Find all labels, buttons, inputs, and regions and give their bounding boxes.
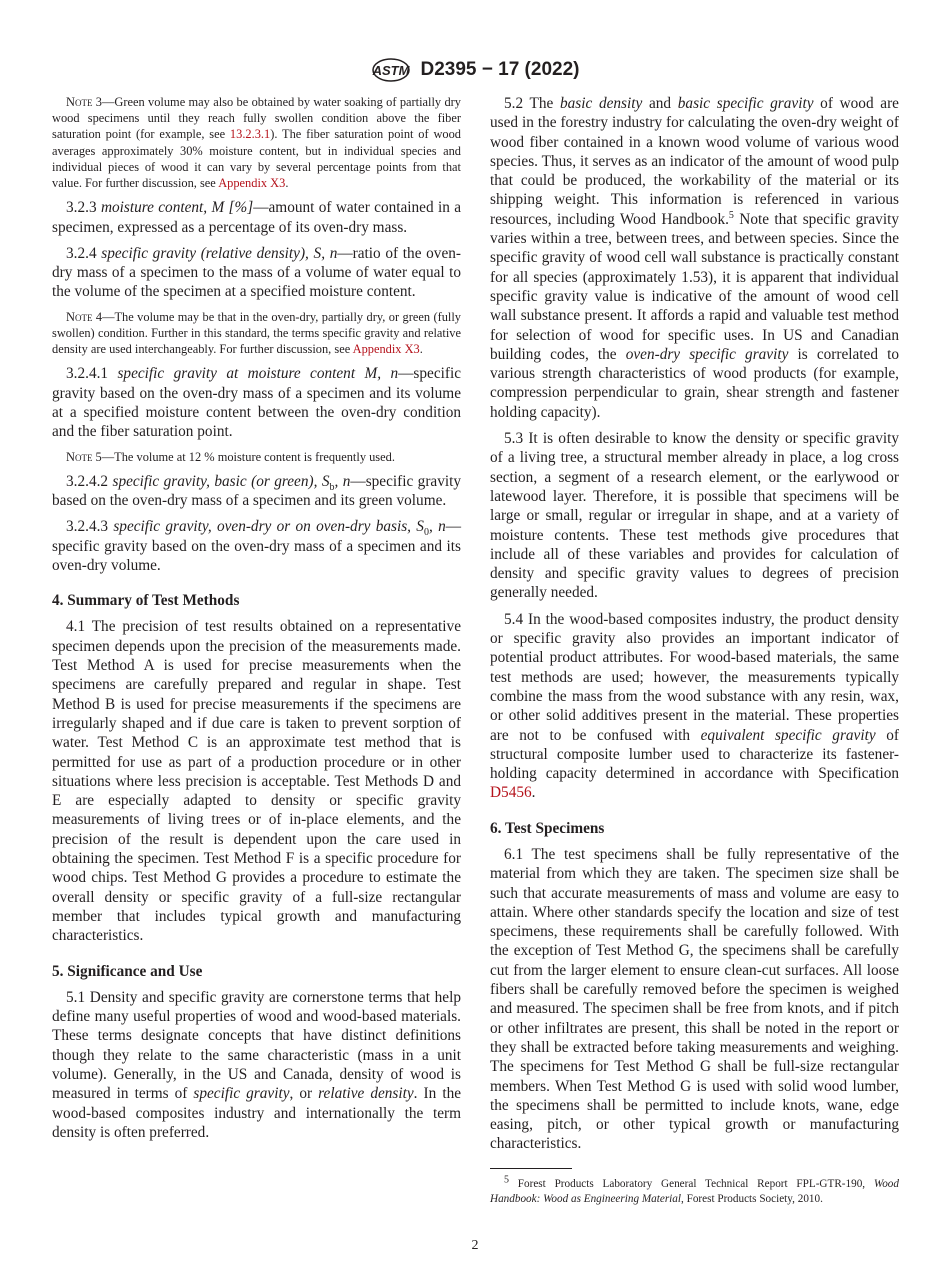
text-run: —specific gravity based on the oven-dry mass of a specimen and its oven-dry volume. [52,518,462,574]
cross-reference-link[interactable]: D5456 [490,784,532,802]
text-run: 3.2.4.1 [66,365,118,383]
document-title: D2395 − 17 (2022) [420,59,580,80]
section-heading [52,962,461,981]
paragraph [490,845,899,1154]
text-run: 4. Summary of Test Methods [52,592,240,610]
footnote [490,1174,899,1207]
text-run: of structural composite lumber used to characterize its fastener-holding capacity determined in accordance with Specification [490,726,899,783]
paragraph [52,617,461,945]
text-run: Forest Products Laboratory General Technical Report FPL-GTR-190, [509,1177,874,1190]
page-header [0,56,950,84]
paragraph [52,364,461,441]
text-run: basic specific gravity [677,95,814,112]
paragraph [52,517,461,575]
cross-reference-link[interactable]: Appendix X3 [218,176,286,191]
text-run: , or [289,1085,319,1103]
text-run: ). The fiber saturation point of wood averages approximately 30% moisture content, but in individual species and individual pieces of wood it can vary by several percentage points from that value. For further discussion, see [52,127,461,191]
text-run: 6.1 The test specimens shall be fully representative of the material from which they are taken. The specimen size shall be such that accurate measurements of mass and volume are easy to attain. Where other standards specify the location and size of test specimens, these requirements shall be carefully followed. With the exception of Test Method G, the specimens shall be carefully cut from the larger element to ensure clean-cut surfaces. All loose fibers shall be carefully removed before the specimen is weighed and measured. The specimen shall be free from knots, and if pitch or other infiltrates are present, this shall be noted in the report or they shall be extracted before taking measurements and weighing. The specimens for Test Method G shall be full-size rectangular members. When Test Method G is used with solid wood lumber, the specimens shall be permitted to include knots, wane, edge easing, pitch, or other typical growth or manufacturing characteristics. [490,845,899,1153]
text-run: relative density [318,1085,414,1103]
right-column-body [490,94,899,1154]
astm-logo-icon [371,56,411,84]
text-run: 3.2.3 [66,199,101,217]
svg-text:ASTM: ASTM [372,63,409,78]
footnote-marker: 5 [504,1174,509,1185]
text-run: —specific gravity based on the oven-dry mass of a specimen and its green volume. [52,472,462,509]
text-run: . In the wood-based composites industry and internationally the term density is often preferred. [52,1085,462,1141]
text-run: , Forest Products Society, 2010. [681,1192,823,1205]
text-run: and [642,95,678,112]
cross-reference-link[interactable]: 13.2.3.1 [229,127,271,142]
note-paragraph [52,449,461,465]
text-run: 5.3 It is often desirable to know the density or specific gravity of a living tree, a structural member already in place, a log cross section, a segment of a research element, or the earlywood or latewood layer. Therefore, it is possible that specimens will be large or small, regular or irregular in shape, and at a variety of moisture contents. These test methods give procedures that include all of these variables and provides for calculation of density and specific gravity values to degrees of precision generally needed. [490,430,899,602]
text-run: . [531,784,536,802]
text-run: 4—The volume may be that in the oven-dry, partially dry, or green (fully swollen) condition. Further in this standard, the terms specific gravity and relative density are used interchangeably. For further discussion, see [52,309,461,357]
text-run: specific gravity (relative density), S, n [101,244,338,262]
right-column [490,94,899,1207]
text-run: of wood are used in the forestry industry for calculating the oven-dry weight of wood fiber contained in a known wood volume of various wood species. Thus, it serves as an indicator of the amount of wood pulp that could be produced, the workability of the material or its shipping weight. This information is referenced in various resources, including Wood Handbook. [490,95,899,228]
text-run: , n [334,472,351,490]
text-run: specific gravity, basic (or green), S [112,472,330,490]
text-run: , n [428,518,446,536]
text-run: Wood Handbook: Wood as Engineering Material [490,1177,899,1205]
text-run: 3.2.4.3 [66,518,114,536]
text-run: 3—Green volume may also be obtained by water soaking of partially dry wood specimens until they reach fully swollen condition above the fiber saturation point (for example, see [52,95,461,142]
text-run: Note that specific gravity varies within a tree, between trees, and between species. Since the specific gravity of wood cell wall substance is practically constant for all species (approximately 1.53), it is apparent that individual specific gravity value is indicative of the amount of wood cell wall substance present. It affords a rapid and valuable test method for selection of wood for specific uses. In US and Canadian building codes, the [490,210,899,363]
text-run: 5.4 In the wood-based composites industry, the product density or specific gravity also provides an important indicator of potential product attributes. For wood-based materials, the same test methods are used; however, the measurements typically combine the mass from the wood substance with any resin, wax, or other solid additives present in the material. These properties are not to be confused with [490,610,899,744]
text-run: 5. Significance and Use [52,962,203,980]
text-run: —specific gravity based on the oven-dry mass of a specimen and its volume at a specified moisture content between the oven-dry condition and the fiber saturation point. [52,365,461,441]
cross-reference-link[interactable]: Appendix X3 [352,342,420,357]
text-run: specific gravity [193,1085,290,1103]
note-paragraph [52,94,461,191]
paragraph [52,198,461,237]
note-paragraph [52,309,461,358]
text-run: 6. Test Specimens [490,819,605,837]
text-run: . [419,342,423,357]
text-run: —amount of water contained in a specimen, expressed as a percentage of its oven-dry mass. [52,199,462,236]
text-run: basic density [560,95,643,112]
text-run: 5.2 The [504,95,560,112]
section-heading [52,591,461,610]
text-run: Note [66,95,93,109]
text-run: 5—The volume at 12 % moisture content is frequently used. [92,449,395,464]
text-run: 3.2.4.2 [66,472,113,490]
section-heading [490,819,899,838]
text-run: equivalent specific gravity [700,726,876,744]
footnote-divider [490,1168,572,1169]
text-run: specific gravity at moisture content M, n [117,365,399,383]
paragraph [490,94,899,422]
page-number: 2 [471,1238,479,1253]
text-run: b [329,481,335,493]
paragraph [490,610,899,803]
paragraph [52,244,461,302]
text-run: —ratio of the oven-dry mass of a specimen to the mass of a volume of water equal to the volume of the specimen at a specified moisture content. [52,244,461,301]
text-run: 0 [423,527,429,539]
paragraph [52,472,461,511]
text-run: . [285,176,289,191]
text-run: 3.2.4 [66,244,102,262]
left-column [52,94,461,1149]
footnote-marker: 5 [728,209,734,221]
text-run: 5.1 Density and specific gravity are cornerstone terms that help define many useful properties of wood and wood-based materials. These terms designate concepts that have distinct definitions though they relate to the same characteristic (mass in a unit volume). Generally, in the US and Canada, density of wood is measured in terms of [52,988,461,1103]
text-run: specific gravity, oven-dry or on oven-dry basis, S [113,518,424,536]
text-run: moisture content, M [%] [100,199,254,217]
text-run: is correlated to various strength characteristics of wood products (for example, compression perpendicular to grain, shear strength and fastener holding capacity). [490,345,900,421]
text-run: 4.1 The precision of test results obtained on a representative specimen depends upon the precision of the measurements made. Test Method A is used for precise measurements when the specimens are carefully prepared and regular in shape. Test Method B is used for precise measurements if the specimens are irregularly shaped and if due care is taken to prevent sorption of water. Test Method C is an approximate test method that is permitted for use as part of a production procedure or in other situations where less precision is acceptable. Test Methods D and E are especially adapted to density or specific gravity measurements of living trees or of in-place elements, and the precision of the result is dependent upon the care used in obtaining the specimen. Test Method F is a specific procedure for wood chips. Test Method G provides a procedure to estimate the overall density or specific gravity of a full-size rectangular member that includes typical growth and manufacturing characteristics. [52,618,461,945]
paragraph [490,429,899,603]
text-run: Note [66,449,93,464]
paragraph [52,988,461,1142]
text-run: oven-dry specific gravity [625,345,789,363]
text-run: Note [66,309,93,324]
